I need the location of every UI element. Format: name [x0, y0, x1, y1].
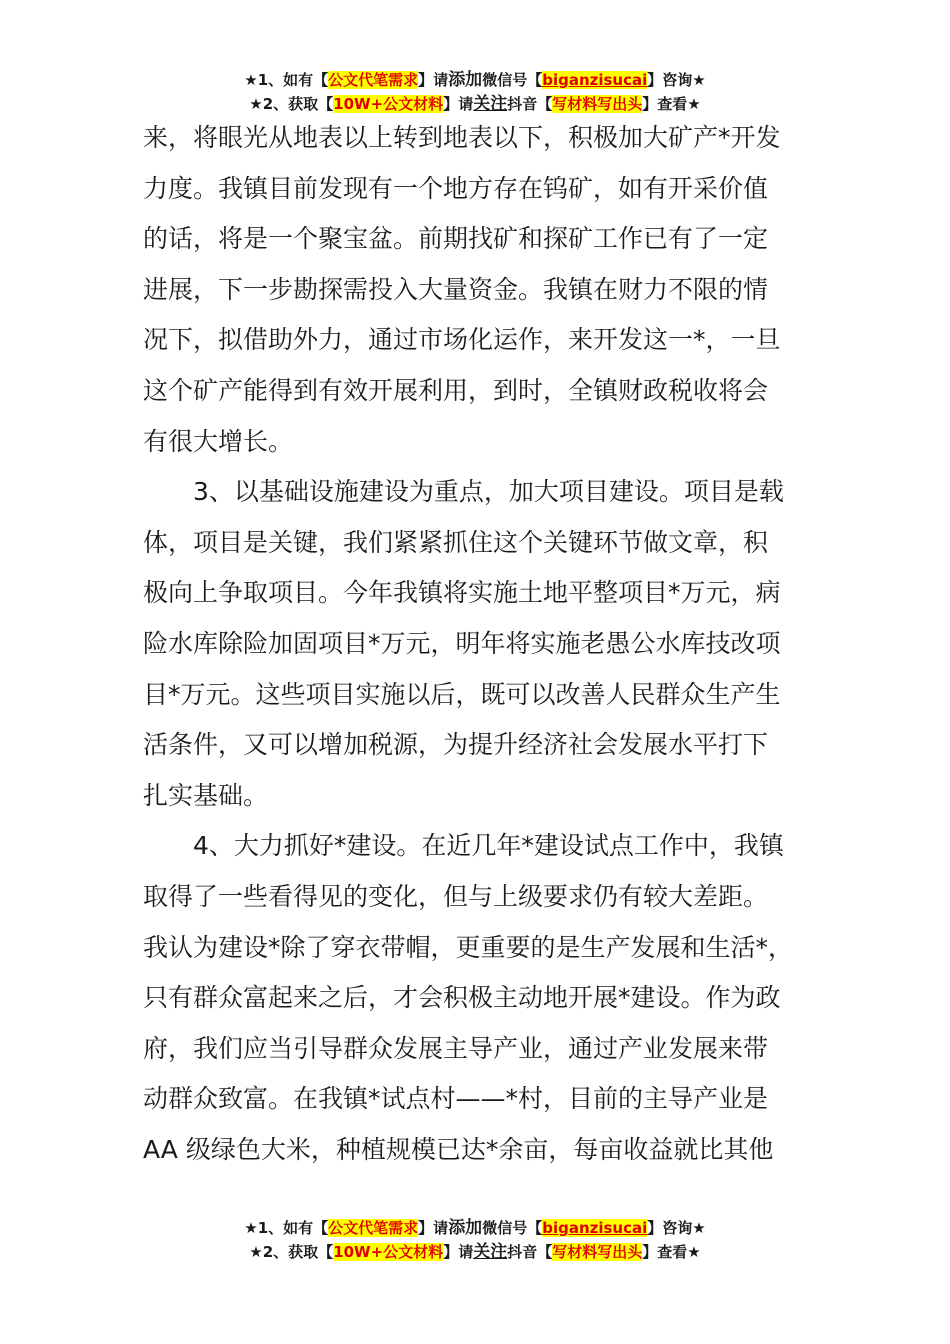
body-line: 体，项目是关键，我们紧紧抓住这个关键环节做文章，积 [143, 527, 769, 557]
top-banner [0, 68, 950, 116]
body-line: 有很大增长。 [143, 426, 294, 456]
body-line: 来，将眼光从地表以上转到地表以下，积极加大矿产*开发 [143, 123, 781, 152]
body-line: 活条件，又可以增加税源，为提升经济社会发展水平打下 [143, 730, 769, 760]
document-body [143, 113, 833, 1175]
paragraph-start-line: 3、以基础设施建设为重点，加大项目建设。项目是载 [193, 477, 784, 507]
banner-emphasis: 关注 [473, 1242, 508, 1262]
body-line: AA 级绿色大米，种植规模已达*余亩，每亩收益就比其他 [143, 1134, 774, 1164]
banner-highlight: 公文代笔需求 [328, 71, 419, 89]
body-line: 进展，下一步勘探需投入大量资金。我镇在财力不限的情 [143, 274, 769, 304]
banner-text: 】咨询★ [647, 71, 706, 89]
body-line: 目*万元。这些项目实施以后，既可以改善人民群众生产生 [143, 679, 781, 709]
body-line: 这个矿产能得到有效开展利用，到时，全镇财政税收将会 [143, 375, 769, 405]
banner-line-2 [0, 1240, 950, 1264]
body-line: 扎实基础。 [143, 780, 269, 810]
banner-line-1 [0, 1216, 950, 1240]
body-line: 取得了一些看得见的变化，但与上级要求仍有较大差距。 [143, 881, 769, 911]
banner-emphasis: 关注 [473, 94, 508, 114]
paragraph-start-line: 4、大力抓好*建设。在近几年*建设试点工作中，我镇 [193, 831, 784, 861]
banner-emphasis: 添加 [448, 70, 483, 90]
banner-text: 】请 [418, 71, 449, 89]
banner-line-1 [0, 68, 950, 92]
banner-highlight: 公文代笔需求 [328, 1219, 419, 1237]
body-line: 动群众致富。在我镇*试点村——*村，目前的主导产业是 [143, 1084, 769, 1114]
body-line: 险水库除险加固项目*万元，明年将实施老愚公水库技改项 [143, 628, 781, 658]
banner-text: 抖音【 [507, 95, 553, 113]
banner-text: 微信号【 [482, 1219, 543, 1237]
banner-text: 抖音【 [507, 1243, 553, 1261]
banner-text: ★2、获取【 [249, 1243, 334, 1261]
banner-text: 】请 [418, 1219, 449, 1237]
banner-text: 】查看★ [642, 1243, 701, 1261]
banner-wechat-id: biganzisucai [542, 71, 648, 89]
body-line: 极向上争取项目。今年我镇将实施土地平整项目*万元，病 [143, 578, 781, 608]
banner-text: ★2、获取【 [249, 95, 334, 113]
body-line: 力度。我镇目前发现有一个地方存在钨矿，如有开采价值 [143, 173, 769, 203]
banner-text: 】查看★ [642, 95, 701, 113]
banner-highlight: 写材料写出头 [552, 95, 643, 113]
banner-text: 微信号【 [482, 71, 543, 89]
banner-text: 】咨询★ [647, 1219, 706, 1237]
banner-text: ★1、如有【 [244, 71, 329, 89]
banner-text: 】请 [443, 1243, 474, 1261]
banner-emphasis: 添加 [448, 1218, 483, 1238]
banner-text: ★1、如有【 [244, 1219, 329, 1237]
banner-wechat-id: biganzisucai [542, 1219, 648, 1237]
body-line: 我认为建设*除了穿衣带帽，更重要的是生产发展和生活*， [143, 932, 794, 962]
banner-text: 】请 [443, 95, 474, 113]
banner-highlight: 写材料写出头 [552, 1243, 643, 1261]
body-line: 府，我们应当引导群众发展主导产业，通过产业发展来带 [143, 1033, 769, 1063]
bottom-banner [0, 1216, 950, 1264]
banner-highlight: 10W+公文材料 [333, 95, 444, 113]
body-line: 况下，拟借助外力，通过市场化运作，来开发这一*，一旦 [143, 325, 781, 355]
body-line: 只有群众富起来之后，才会积极主动地开展*建设。作为政 [143, 983, 781, 1013]
body-line: 的话，将是一个聚宝盆。前期找矿和探矿工作已有了一定 [143, 224, 769, 254]
banner-highlight: 10W+公文材料 [333, 1243, 444, 1261]
